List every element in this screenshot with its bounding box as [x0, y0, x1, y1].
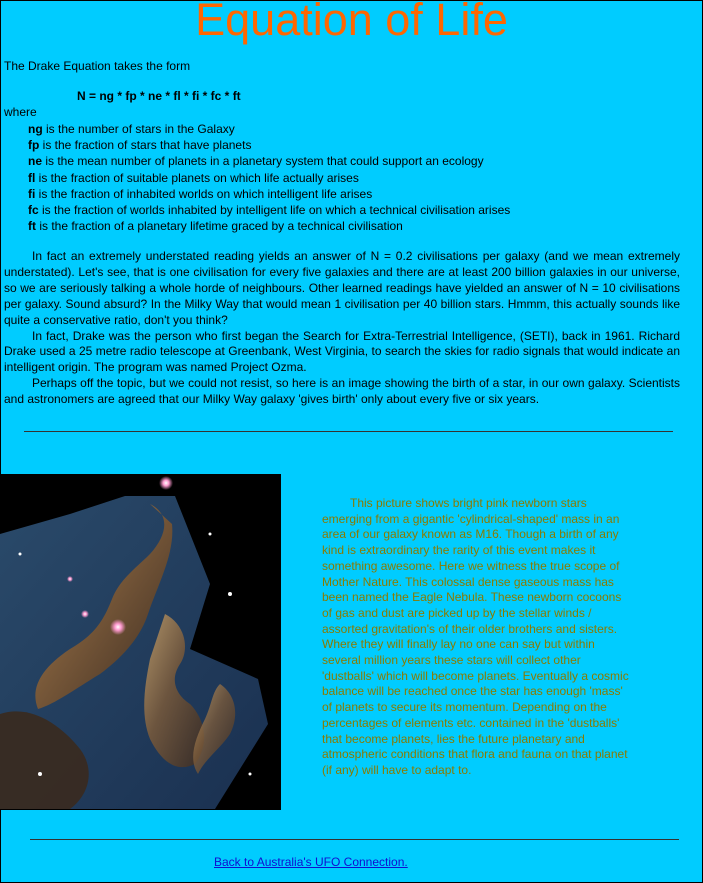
- page-title: Equation of Life: [195, 0, 508, 45]
- drake-equation: N = ng * fp * ne * fl * fi * fc * ft: [77, 89, 241, 103]
- term-symbol: fp: [28, 138, 40, 153]
- eagle-nebula-image: [0, 474, 281, 810]
- where-label: where: [4, 105, 37, 119]
- back-to-ufo-connection-link[interactable]: Back to Australia's UFO Connection.: [214, 855, 408, 869]
- term-text: is the fraction of inhabited worlds on which intelligent life arises: [35, 186, 373, 201]
- term-symbol: fl: [28, 170, 36, 185]
- term-symbol: fc: [28, 202, 39, 217]
- caption-text: This picture shows bright pink newborn stars emerging from a gigantic 'cylindrical-shaped' mass in an area of our galaxy known as M16. Though a birth of any kind is extraordinary the rarity of this event makes it something awesome. Here we witness the true scope of Mother Nature. This colossal dense gaseous mass has been named the Eagle Nebula. These newborn cocoons of gas and dust are picked up by the stellar winds / assorted gravitation's of their older brothers and sisters. Where they will finally lay no one can say but within several million years these stars will collect other 'dustballs' which will become planets. Eventually a cosmic balance will be reached once the star has enough 'mass' of planets to secure its momentum. Depending on the percentages of elements etc. contained in the 'dustballs' that become planets, lies the future planetary and atmospheric conditions that flora and fauna on that planet (if any) will have to adapt to.: [322, 496, 629, 777]
- term-symbol: ne: [28, 154, 43, 169]
- term-text: is the fraction of a planetary lifetime graced by a technical civilisation: [36, 219, 403, 234]
- nebula-illustration: [0, 474, 281, 810]
- term-fi: [28, 186, 510, 202]
- term-symbol: fi: [28, 186, 36, 201]
- paragraph-star-birth: Perhaps off the topic, but we could not resist, so here is an image showing the birth of a star, in our own galaxy. Scientists and astronomers are agreed that our Milky Way galaxy 'gives birth' only about every five or six years.: [4, 376, 680, 407]
- term-symbol: ng: [28, 122, 43, 136]
- term-text: is the fraction of worlds inhabited by intelligent life on which a technical civilisation arises: [38, 202, 511, 217]
- term-text: is the fraction of suitable planets on which life actually arises: [35, 170, 359, 185]
- term-fl: [28, 170, 510, 186]
- term-text: is the fraction of stars that have planets: [39, 138, 252, 153]
- paragraph-seti: In fact, Drake was the person who first began the Search for Extra-Terrestrial Intelligence, (SETI), back in 1961. Richard Drake used a 25 metre radio telescope at Greenbank, West Virginia, to search the skies for radio signals that would indicate an intelligent origin. The program was named Project Ozma.: [4, 328, 680, 375]
- term-fc: [28, 202, 510, 218]
- horizontal-rule-bottom: [30, 839, 679, 840]
- paragraph-estimate: In fact an extremely understated reading yields an answer of N = 0.2 civilisations per galaxy (and we mean extremely understated). Let's see, that is one civilisation for every five galaxies and there are at least 200 billion galaxies in our universe, so we are seriously talking a whole horde of neighbours. Other learned readings have yielded an answer of N = 10 civilisations per galaxy. Sound absurd? In the Milky Way that would mean 1 civilisation per 40 billion stars. Hmmm, this actually sounds like quite a conservative ratio, don't you think?: [4, 249, 680, 327]
- term-text: is the mean number of planets in a planetary system that could support an ecology: [42, 154, 484, 169]
- term-text: is the number of stars in the Galaxy: [42, 122, 235, 136]
- intro-text: The Drake Equation takes the form: [4, 59, 191, 73]
- nebula-caption: [322, 496, 630, 779]
- term-definitions: [28, 121, 510, 234]
- term-fp: [28, 137, 510, 153]
- term-ft: [28, 218, 510, 234]
- term-ne: [28, 153, 510, 169]
- article-body: [4, 249, 680, 408]
- horizontal-rule-top: [24, 431, 673, 432]
- term-symbol: ft: [28, 219, 36, 234]
- term-ng: [28, 121, 510, 137]
